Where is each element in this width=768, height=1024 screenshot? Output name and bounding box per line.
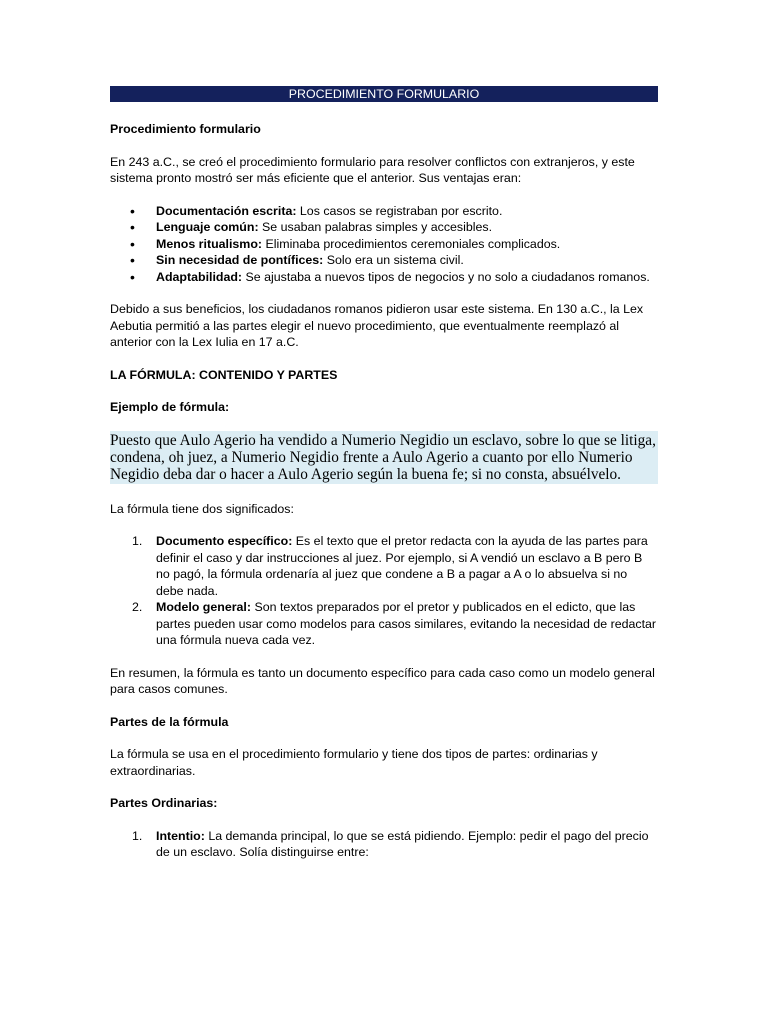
lex-paragraph: Debido a sus beneficios, los ciudadanos romanos pidieron usar este sistema. En 130 a.C., la Lex Aebutia permitió a las partes elegir el nuevo procedimiento, que eventualmente reemplazó al anterior con la Lex Iulia en 17 a.C. xyxy=(110,302,644,349)
list-term: Intentio: xyxy=(156,828,205,843)
list-text: Es el texto que el pretor redacta con la ayuda de las partes para definir el caso y dar instrucciones al juez. Por ejemplo, si A vendió un esclavo a B pero B no pagó, la fórmula ordenaría al juez que condene a B a pagar a A o lo absuelva si no debe nada. xyxy=(156,534,648,598)
heading-example: Ejemplo de fórmula: xyxy=(110,400,230,414)
meanings-list xyxy=(110,533,658,649)
document-body xyxy=(110,86,658,861)
list-term: Menos ritualismo: xyxy=(156,236,263,251)
list-item xyxy=(110,599,658,649)
ordinary-list xyxy=(110,828,658,861)
list-term: Lenguaje común: xyxy=(156,220,259,234)
list-text: La demanda principal, lo que se está pidiendo. Ejemplo: pedir el pago del precio de un esclavo. Solía distinguirse entre: xyxy=(156,828,649,859)
advantages-list xyxy=(110,203,658,286)
list-text: Eliminaba procedimientos ceremoniales complicados. xyxy=(262,236,561,251)
heading-parts: Partes de la fórmula xyxy=(110,714,229,729)
list-item xyxy=(110,252,658,269)
list-text: Solo era un sistema civil. xyxy=(323,253,464,267)
title-bar: PROCEDIMIENTO FORMULARIO xyxy=(110,86,658,102)
list-term: Adaptabilidad: xyxy=(156,269,243,284)
list-text: Se usaban palabras simples y accesibles. xyxy=(258,220,493,234)
list-item xyxy=(110,533,658,599)
example-quote: Puesto que Aulo Agerio ha vendido a Numerio Negidio un esclavo, sobre lo que se litiga, condena, oh juez, a Numerio Negidio frente a Aulo Agerio a cuanto por ello Numerio Negidio deba dar o hacer a Aulo Agerio según la buena fe; si no consta, absuélvelo. xyxy=(110,431,658,484)
list-number: 1. xyxy=(132,534,143,548)
list-item xyxy=(110,236,658,253)
heading-procedimiento: Procedimiento formulario xyxy=(110,122,261,136)
intro-paragraph: En 243 a.C., se creó el procedimiento formulario para resolver conflictos con extranjeros, y este sistema pronto mostró ser más eficiente que el anterior. Sus ventajas eran: xyxy=(110,154,635,185)
summary-paragraph: En resumen, la fórmula es tanto un documento específico para cada caso como un modelo general para casos comunes. xyxy=(110,665,655,696)
meanings-intro: La fórmula tiene dos significados: xyxy=(110,501,294,516)
list-term: Documento específico: xyxy=(156,534,293,548)
list-term: Modelo general: xyxy=(156,600,252,614)
list-text: Los casos se registraban por escrito. xyxy=(296,203,503,218)
list-item xyxy=(110,219,658,236)
list-number: 1. xyxy=(132,828,143,843)
heading-formula: LA FÓRMULA: CONTENIDO Y PARTES xyxy=(110,367,338,382)
list-text: Son textos preparados por el pretor y publicados en el edicto, que las partes pueden usar como modelos para casos similares, evitando la necesidad de redactar una fórmula nueva cada vez. xyxy=(156,600,657,647)
list-term: Documentación escrita: xyxy=(156,203,297,218)
list-term: Sin necesidad de pontífices: xyxy=(156,253,324,267)
list-text: Se ajustaba a nuevos tipos de negocios y no solo a ciudadanos romanos. xyxy=(242,269,650,284)
list-item xyxy=(110,269,658,286)
heading-ordinary: Partes Ordinarias: xyxy=(110,796,218,810)
list-number: 2. xyxy=(132,600,143,614)
list-item xyxy=(110,828,658,861)
parts-intro: La fórmula se usa en el procedimiento formulario y tiene dos tipos de partes: ordinarias y extraordinarias. xyxy=(110,747,598,778)
list-item xyxy=(110,203,658,220)
